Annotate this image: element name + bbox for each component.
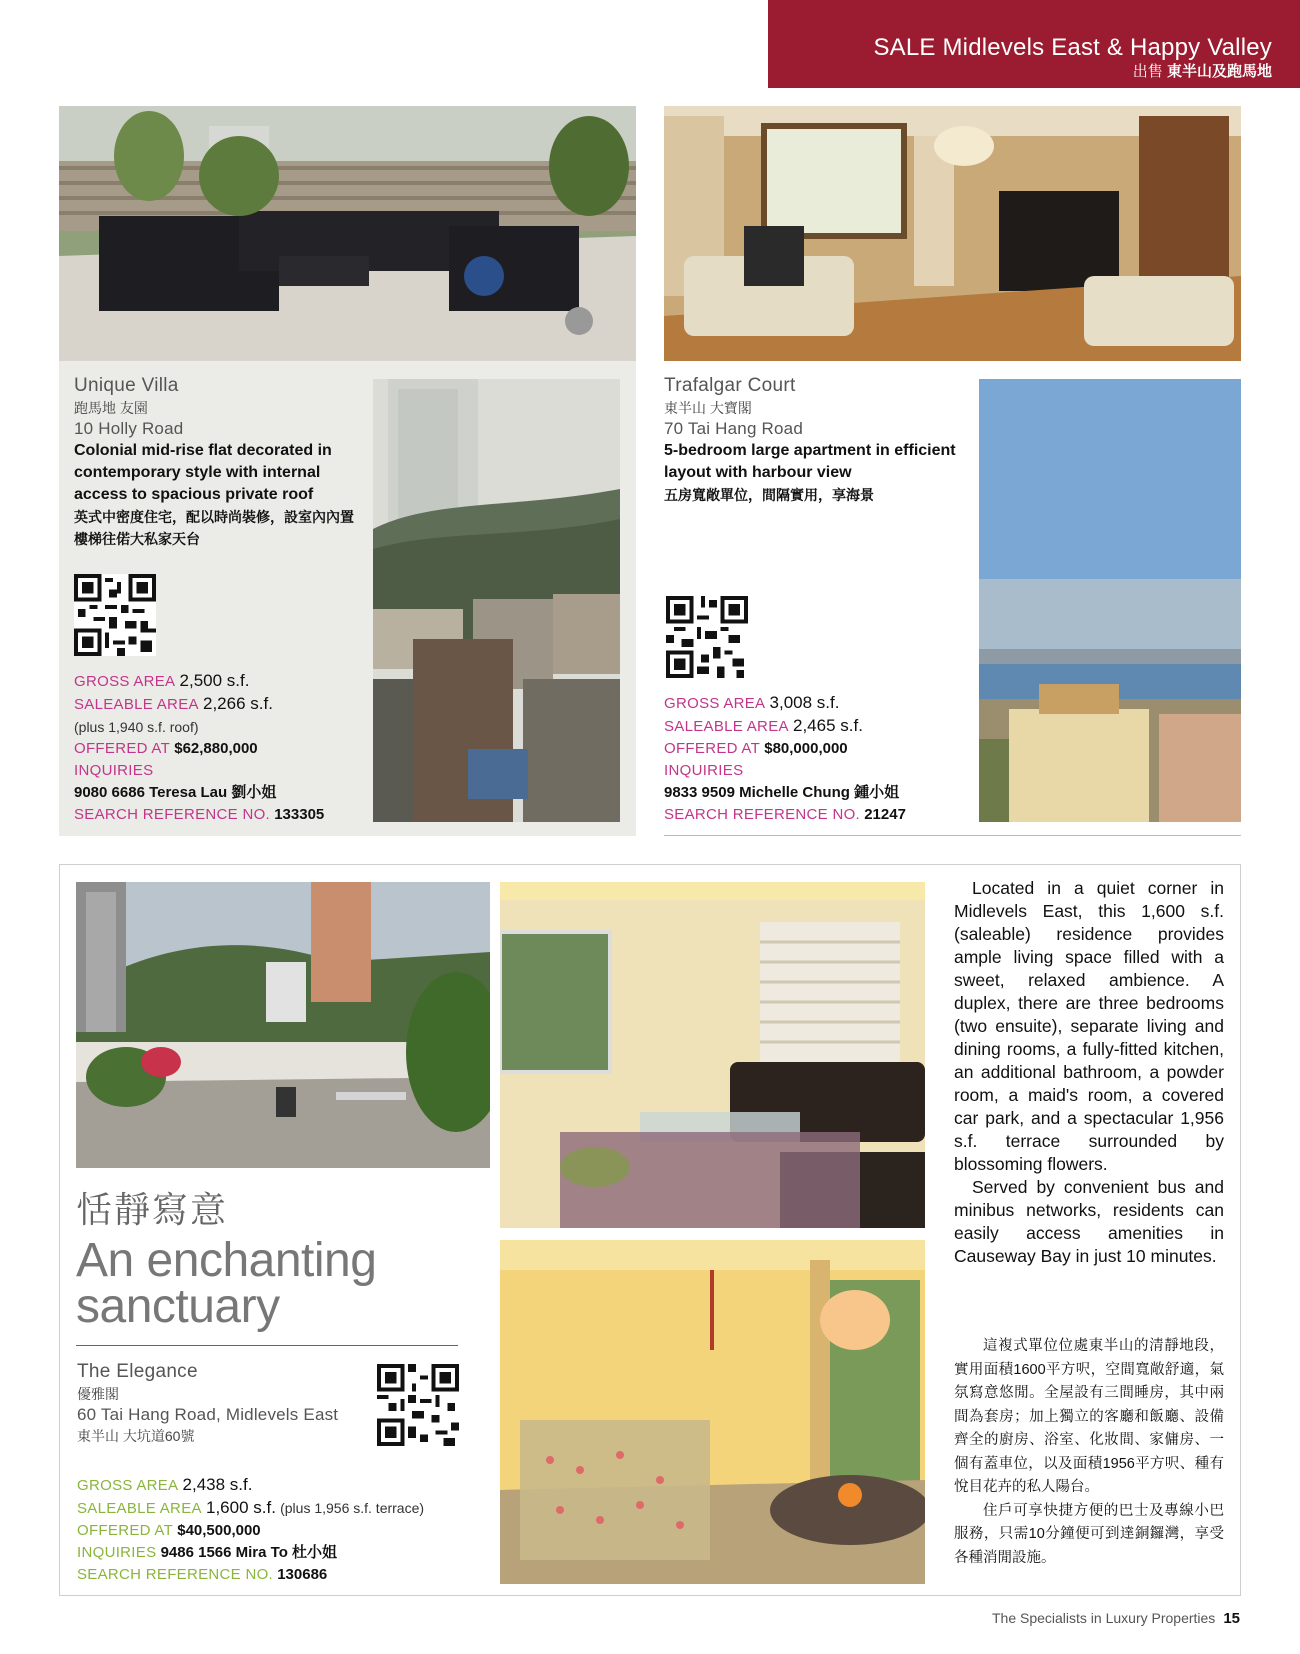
- trafalgar-qr-code[interactable]: [666, 596, 748, 678]
- inquiries-label: INQUIRIES: [74, 762, 154, 779]
- feature-headline: [76, 1188, 486, 1333]
- contact-info: 9486 1566 Mira To 杜小姐: [160, 1544, 338, 1561]
- listing-divider: [664, 835, 1241, 836]
- offered-price: $80,000,000: [764, 740, 848, 757]
- elegance-info: [77, 1360, 377, 1446]
- listing-description: Colonial mid-rise flat decorated in contemporary style with internal access to spacious private roof: [74, 442, 332, 503]
- trafalgar-info: [664, 374, 964, 506]
- contact-info: 9833 9509 Michelle Chung 鍾小姐: [664, 784, 900, 801]
- inquiries-label: INQUIRIES: [77, 1544, 157, 1561]
- section-title-zh-prefix: 出售: [1132, 63, 1163, 80]
- listing-address: 10 Holly Road: [74, 419, 184, 438]
- reference-number: 21247: [864, 806, 906, 823]
- reference-number: 130686: [277, 1566, 328, 1583]
- elegance-dining-room-photo: [500, 1240, 925, 1584]
- extra-area-note: (plus 1,956 s.f. terrace): [280, 1500, 425, 1516]
- listing-address: 60 Tai Hang Road, Midlevels East: [77, 1405, 339, 1424]
- saleable-area-label: SALEABLE AREA: [664, 718, 789, 735]
- saleable-area-label: SALEABLE AREA: [77, 1500, 202, 1517]
- listing-name-zh: 東半山 大寶閣: [664, 400, 752, 416]
- elegance-qr-code[interactable]: [377, 1364, 459, 1446]
- extra-area-note: (plus 1,940 s.f. roof): [74, 719, 199, 735]
- unique-villa-view-photo: [373, 379, 620, 822]
- listing-address-zh: 東半山 大坑道60號: [77, 1428, 195, 1444]
- reference-label: SEARCH REFERENCE NO.: [77, 1566, 274, 1583]
- elegance-living-room-photo: [500, 882, 925, 1228]
- listing-name-zh: 優雅閣: [77, 1386, 119, 1402]
- trafalgar-specs: [664, 692, 964, 826]
- gross-area-value: 2,438 s.f.: [182, 1475, 253, 1494]
- contact-info: 9080 6686 Teresa Lau 劉小姐: [74, 784, 277, 801]
- reference-label: SEARCH REFERENCE NO.: [74, 806, 271, 823]
- offered-price: $62,880,000: [174, 740, 258, 757]
- offered-label: OFFERED AT: [77, 1522, 174, 1539]
- listing-description-zh: 五房寬敞單位，間隔實用，享海景: [664, 487, 874, 503]
- unique-villa-qr-code[interactable]: [74, 574, 156, 656]
- unique-villa-terrace-photo: [59, 106, 636, 361]
- headline-en-line2: sanctuary: [76, 1280, 280, 1333]
- elegance-terrace-photo: [76, 882, 490, 1168]
- section-title: SALE Midlevels East & Happy Valley: [873, 34, 1272, 61]
- body-paragraph-zh: 住戶可享快捷方便的巴士及專線小巴服務，只需10分鐘便可到達銅鑼灣，享受各種消閒設施。: [954, 1502, 1224, 1566]
- reference-number: 133305: [274, 806, 325, 823]
- gross-area-label: GROSS AREA: [77, 1477, 179, 1494]
- listing-address: 70 Tai Hang Road: [664, 419, 803, 438]
- headline-divider: [76, 1345, 458, 1346]
- gross-area-label: GROSS AREA: [74, 673, 176, 690]
- unique-villa-info: [74, 374, 364, 550]
- gross-area-value: 3,008 s.f.: [769, 693, 840, 712]
- body-paragraph: Served by convenient bus and minibus networks, residents can easily access amenities in Causeway Bay in just 10 minutes.: [954, 1177, 1224, 1266]
- section-header: [768, 0, 1300, 88]
- listing-description-zh: 英式中密度住宅，配以時尚裝修，設室內內置樓梯往偌大私家天台: [74, 509, 354, 547]
- page-footer: [992, 1610, 1240, 1627]
- listing-name: The Elegance: [77, 1361, 198, 1382]
- listing-name: Unique Villa: [74, 375, 179, 396]
- saleable-area-value: 1,600 s.f.: [205, 1498, 276, 1517]
- offered-label: OFFERED AT: [74, 740, 171, 757]
- feature-body-en: [954, 877, 1224, 1268]
- saleable-area-value: 2,266 s.f.: [202, 694, 273, 713]
- reference-label: SEARCH REFERENCE NO.: [664, 806, 861, 823]
- body-paragraph-zh: 這複式單位位處東半山的清靜地段，實用面積1600平方呎，空間寬敞舒適，氣氛寫意悠閒。全屋設有三間睡房，其中兩間為套房；加上獨立的客廳和飯廳、設備齊全的廚房、浴室、化妝間、家傭房、一個有蓋車位，以及面積1956平方呎、種有悅目花卉的私人陽台。: [954, 1338, 1224, 1495]
- listing-description: 5-bedroom large apartment in efficient layout with harbour view: [664, 442, 956, 481]
- gross-area-label: GROSS AREA: [664, 695, 766, 712]
- page-number: 15: [1223, 1610, 1240, 1627]
- listing-name: Trafalgar Court: [664, 375, 796, 396]
- gross-area-value: 2,500 s.f.: [179, 671, 250, 690]
- body-paragraph: Located in a quiet corner in Midlevels East, this 1,600 s.f. (saleable) residence provides ample living space filled with a sweet, relaxed ambience. A duplex, there are three bedrooms (two ensuite), separate living and dining rooms, a fully-fitted kitchen, an additional bathroom, a powder room, a maid's room, a covered car park, and a spectacular 1,956 s.f. terrace surrounded by blossoming flowers.: [954, 878, 1224, 1174]
- headline-en-line1: An enchanting: [76, 1234, 377, 1287]
- elegance-specs: [77, 1474, 497, 1586]
- saleable-area-label: SALEABLE AREA: [74, 696, 199, 713]
- trafalgar-living-room-photo: [664, 106, 1241, 361]
- trafalgar-harbour-view-photo: [979, 379, 1241, 822]
- headline-zh: 恬靜寫意: [76, 1189, 229, 1230]
- section-title-zh: 東半山及跑馬地: [1166, 63, 1272, 80]
- unique-villa-specs: [74, 670, 364, 826]
- feature-body-zh: [954, 1335, 1224, 1570]
- listing-name-zh: 跑馬地 友園: [74, 400, 148, 416]
- inquiries-label: INQUIRIES: [664, 762, 744, 779]
- saleable-area-value: 2,465 s.f.: [792, 716, 863, 735]
- offered-label: OFFERED AT: [664, 740, 761, 757]
- footer-tagline: The Specialists in Luxury Properties: [991, 1610, 1216, 1626]
- offered-price: $40,500,000: [177, 1522, 261, 1539]
